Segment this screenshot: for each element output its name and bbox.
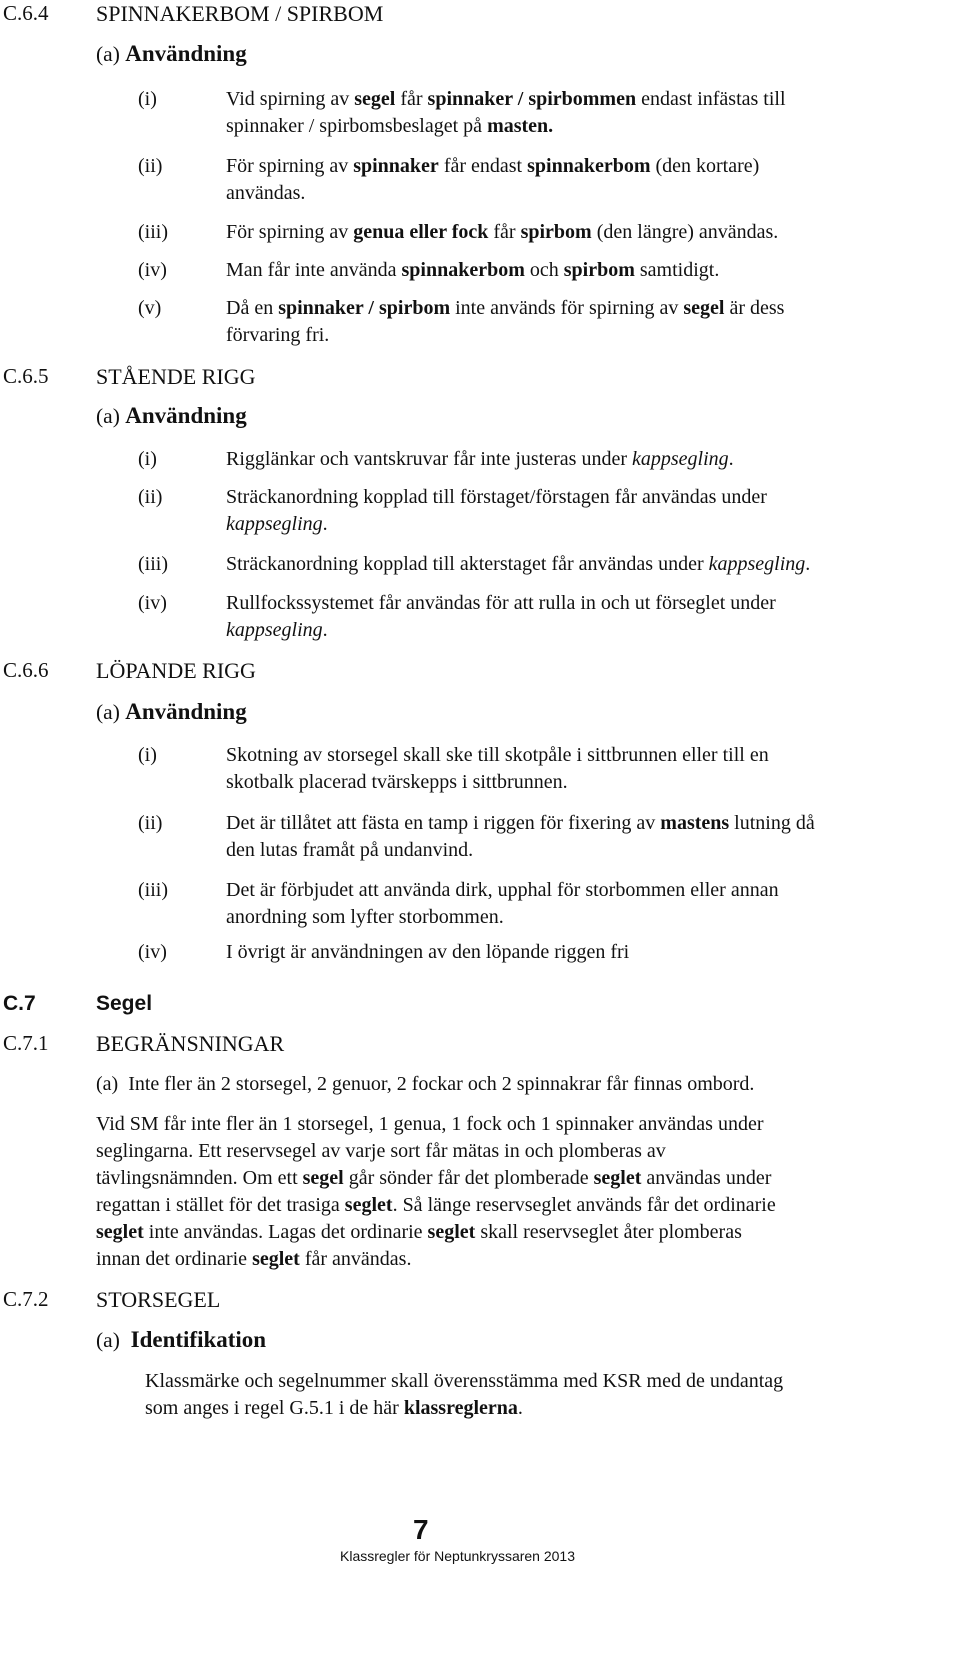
- item-numeral: (ii): [138, 812, 163, 834]
- section-number: C.7.2: [3, 1287, 49, 1311]
- paragraph-line: regattan i stället för det trasiga seglet. Så länge reservseglet används får det ordinarie: [96, 1194, 776, 1216]
- item-text-line: För spirning av spinnaker får endast spinnakerbom (den kortare): [226, 155, 760, 177]
- item-numeral: (i): [138, 744, 157, 766]
- item-text-line: Man får inte använda spinnakerbom och spirbom samtidigt.: [226, 259, 720, 281]
- item-numeral: (v): [138, 297, 162, 319]
- subsection-heading: (a) Användning: [96, 699, 247, 724]
- item-numeral: (ii): [138, 486, 163, 508]
- item-text-line: I övrigt är användningen av den löpande riggen fri: [226, 941, 630, 963]
- section-title: STORSEGEL: [96, 1287, 221, 1312]
- paragraph-line: Klassmärke och segelnummer skall överensstämma med KSR med de undantag: [145, 1370, 784, 1392]
- paragraph-line: som anges i regel G.5.1 i de här klassreglerna.: [145, 1397, 523, 1419]
- item-numeral: (iii): [138, 879, 168, 901]
- section-title: BEGRÄNSNINGAR: [96, 1031, 285, 1056]
- item-numeral: (iv): [138, 941, 167, 963]
- section-number: C.6.5: [3, 364, 49, 388]
- item-numeral: (i): [138, 88, 157, 110]
- paragraph-line: innan det ordinarie seglet får användas.: [96, 1248, 412, 1270]
- item-text-line: Rullfockssystemet får användas för att rulla in och ut förseglet under: [226, 592, 776, 614]
- section-number: C.6.6: [3, 658, 49, 682]
- subsection-heading: (a) Identifikation: [96, 1327, 267, 1352]
- paragraph-line: tävlingsnämnden. Om ett segel går sönder får det plomberade seglet användas under: [96, 1167, 772, 1189]
- item-text-line: den lutas framåt på undanvind.: [226, 839, 474, 861]
- item-text-line: För spirning av genua eller fock får spirbom (den längre) användas.: [226, 221, 779, 243]
- item-text-line: Det är tillåtet att fästa en tamp i riggen för fixering av mastens lutning då: [226, 812, 815, 834]
- item-text-line: Sträckanordning kopplad till akterstaget får användas under kappsegling.: [226, 553, 811, 575]
- item-text-line: Vid spirning av segel får spinnaker / spirbommen endast infästas till: [226, 88, 786, 110]
- subsection-heading: (a) Användning: [96, 41, 247, 66]
- item-text-line: Det är förbjudet att använda dirk, upphal för storbommen eller annan: [226, 879, 779, 901]
- rule-text: (a) Inte fler än 2 storsegel, 2 genuor, 2 fockar och 2 spinnakrar får finnas ombord.: [96, 1073, 755, 1095]
- item-text-line: Rigglänkar och vantskruvar får inte justeras under kappsegling.: [226, 448, 734, 470]
- paragraph-line: seglet inte användas. Lagas det ordinarie seglet skall reservseglet åter plomberas: [96, 1221, 742, 1243]
- item-text-line: anordning som lyfter storbommen.: [226, 906, 504, 928]
- chapter-number: C.7: [3, 992, 36, 1015]
- item-text-line: Sträckanordning kopplad till förstaget/förstagen får användas under: [226, 486, 767, 508]
- item-text-line: spinnaker / spirbomsbeslaget på masten.: [226, 115, 554, 137]
- item-numeral: (i): [138, 448, 157, 470]
- item-text-line: kappsegling.: [226, 619, 328, 641]
- item-text-line: användas.: [226, 182, 306, 204]
- item-numeral: (iii): [138, 553, 168, 575]
- item-numeral: (iii): [138, 221, 168, 243]
- footer-text: Klassregler för Neptunkryssaren 2013: [340, 1548, 576, 1564]
- item-numeral: (iv): [138, 592, 167, 614]
- section-number: C.6.4: [3, 1, 49, 25]
- item-numeral: (iv): [138, 259, 167, 281]
- section-title: LÖPANDE RIGG: [96, 658, 256, 683]
- subsection-heading: (a) Användning: [96, 403, 247, 428]
- section-number: C.7.1: [3, 1031, 49, 1055]
- item-numeral: (ii): [138, 155, 163, 177]
- item-text-line: förvaring fri.: [226, 324, 330, 346]
- paragraph-line: seglingarna. Ett reservsegel av varje sort får mätas in och plomberas av: [96, 1140, 666, 1162]
- section-title: STÅENDE RIGG: [96, 364, 256, 389]
- chapter-title: Segel: [96, 992, 153, 1015]
- item-text-line: kappsegling.: [226, 513, 328, 535]
- section-title: SPINNAKERBOM / SPIRBOM: [96, 1, 384, 26]
- item-text-line: skotbalk placerad tvärskepps i sittbrunnen.: [226, 771, 568, 793]
- page-number: 7: [413, 1514, 429, 1545]
- item-text-line: Skotning av storsegel skall ske till skotpåle i sittbrunnen eller till en: [226, 744, 769, 766]
- item-text-line: Då en spinnaker / spirbom inte används för spirning av segel är dess: [226, 297, 785, 319]
- paragraph-line: Vid SM får inte fler än 1 storsegel, 1 genua, 1 fock och 1 spinnaker användas under: [96, 1113, 764, 1135]
